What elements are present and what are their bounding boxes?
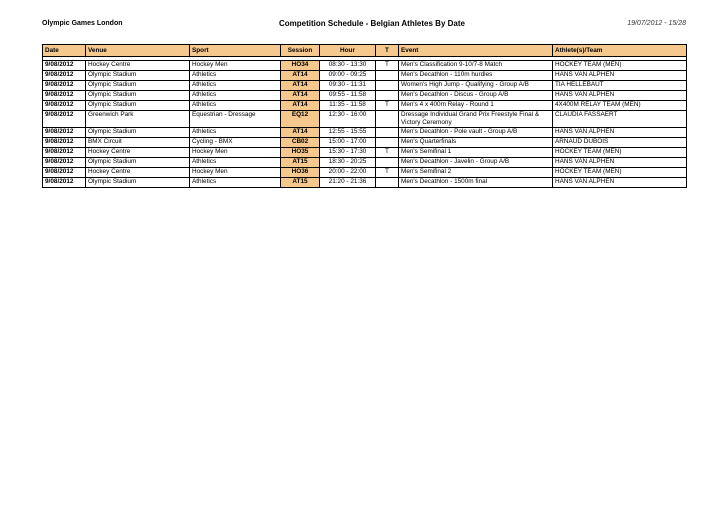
cell-hour: 09:30 - 11:31 [320, 81, 376, 91]
cell-venue: Greenwich Park [86, 111, 190, 128]
table-header-row [43, 45, 687, 57]
cell-event: Men's Semifinal 2 [399, 168, 553, 178]
cell-sport: Athletics [190, 91, 281, 101]
col-header-t: T [376, 45, 399, 57]
cell-session: AT14 [281, 81, 320, 91]
cell-hour: 12:30 - 16:00 [320, 111, 376, 128]
table-row [43, 111, 687, 128]
cell-hour: 09:55 - 11:58 [320, 91, 376, 101]
table-row [43, 61, 687, 71]
table-row [43, 158, 687, 168]
cell-venue: Olympic Stadium [86, 128, 190, 138]
cell-venue: BMX Circuit [86, 138, 190, 148]
cell-t [376, 138, 399, 148]
cell-date: 9/08/2012 [43, 178, 86, 188]
cell-date: 9/08/2012 [43, 81, 86, 91]
cell-date: 9/08/2012 [43, 128, 86, 138]
cell-athlete: ARNAUD DUBOIS [553, 138, 687, 148]
header-date-page: 19/07/2012 - 15/28 [627, 20, 686, 27]
cell-sport: Cycling - BMX [190, 138, 281, 148]
cell-athlete: HOCKEY TEAM (MEN) [553, 61, 687, 71]
cell-athlete: HANS VAN ALPHEN [553, 71, 687, 81]
cell-athlete: 4X400M RELAY TEAM (MEN) [553, 101, 687, 111]
cell-t [376, 71, 399, 81]
cell-sport: Athletics [190, 158, 281, 168]
cell-sport: Athletics [190, 178, 281, 188]
cell-event: Men's Decathlon - 1500m final [399, 178, 553, 188]
cell-date: 9/08/2012 [43, 158, 86, 168]
cell-t [376, 128, 399, 138]
cell-event: Men's Semifinal 1 [399, 148, 553, 158]
cell-athlete: HANS VAN ALPHEN [553, 128, 687, 138]
cell-hour: 20:00 - 22:00 [320, 168, 376, 178]
cell-session: AT14 [281, 91, 320, 101]
cell-session: AT15 [281, 158, 320, 168]
cell-hour: 09:00 - 09:25 [320, 71, 376, 81]
cell-session: EQ12 [281, 111, 320, 128]
cell-session: HO35 [281, 148, 320, 158]
col-header-athlete: Athlete(s)/Team [553, 45, 687, 57]
cell-athlete: CLAUDIA FASSAERT [553, 111, 687, 128]
cell-sport: Athletics [190, 81, 281, 91]
cell-venue: Hockey Centre [86, 148, 190, 158]
cell-athlete: HANS VAN ALPHEN [553, 178, 687, 188]
cell-sport: Athletics [190, 71, 281, 81]
cell-venue: Olympic Stadium [86, 91, 190, 101]
cell-venue: Hockey Centre [86, 61, 190, 71]
table-row [43, 178, 687, 188]
table-row [43, 128, 687, 138]
cell-athlete: HOCKEY TEAM (MEN) [553, 168, 687, 178]
header-title: Competition Schedule - Belgian Athletes By Date [279, 19, 465, 28]
cell-t [376, 81, 399, 91]
cell-session: AT14 [281, 101, 320, 111]
col-header-date: Date [43, 45, 86, 57]
cell-t: T [376, 61, 399, 71]
cell-t [376, 178, 399, 188]
cell-event: Men's Quarterfinals [399, 138, 553, 148]
cell-venue: Hockey Centre [86, 168, 190, 178]
table-row [43, 148, 687, 158]
cell-hour: 15:30 - 17:30 [320, 148, 376, 158]
cell-event: Women's High Jump - Qualifying - Group A/B [399, 81, 553, 91]
cell-date: 9/08/2012 [43, 61, 86, 71]
cell-date: 9/08/2012 [43, 71, 86, 81]
cell-hour: 21:20 - 21:36 [320, 178, 376, 188]
table-row [43, 101, 687, 111]
cell-t: T [376, 148, 399, 158]
cell-venue: Olympic Stadium [86, 71, 190, 81]
cell-t [376, 158, 399, 168]
cell-athlete: HOCKEY TEAM (MEN) [553, 148, 687, 158]
cell-sport: Hockey Men [190, 61, 281, 71]
schedule-table [42, 44, 687, 188]
cell-hour: 18:30 - 20:25 [320, 158, 376, 168]
cell-event: Dressage Individual Grand Prix Freestyle Final & Victory Ceremony [399, 111, 553, 128]
cell-session: AT14 [281, 128, 320, 138]
table-row [43, 71, 687, 81]
cell-event: Men's Decathlon - Discus - Group A/B [399, 91, 553, 101]
cell-sport: Hockey Men [190, 168, 281, 178]
cell-venue: Olympic Stadium [86, 81, 190, 91]
col-header-event: Event [399, 45, 553, 57]
cell-event: Men's Decathlon - Pole vault - Group A/B [399, 128, 553, 138]
cell-event: Men's Decathlon - 110m hurdles [399, 71, 553, 81]
cell-athlete: HANS VAN ALPHEN [553, 158, 687, 168]
cell-event: Men's Classification 9-10/7-8 Match [399, 61, 553, 71]
cell-session: CB02 [281, 138, 320, 148]
cell-date: 9/08/2012 [43, 168, 86, 178]
cell-hour: 15:00 - 17:00 [320, 138, 376, 148]
cell-hour: 12:55 - 15:55 [320, 128, 376, 138]
cell-t: T [376, 168, 399, 178]
cell-session: AT14 [281, 71, 320, 81]
table-row [43, 168, 687, 178]
cell-event: Men's Decathlon - Javelin - Group A/B [399, 158, 553, 168]
cell-session: AT15 [281, 178, 320, 188]
cell-sport: Athletics [190, 128, 281, 138]
cell-t [376, 111, 399, 128]
header-event-name: Olympic Games London [42, 20, 123, 27]
page-header [42, 19, 686, 33]
cell-session: HO34 [281, 61, 320, 71]
cell-sport: Hockey Men [190, 148, 281, 158]
cell-t: T [376, 101, 399, 111]
col-header-sport: Sport [190, 45, 281, 57]
col-header-hour: Hour [320, 45, 376, 57]
cell-date: 9/08/2012 [43, 138, 86, 148]
cell-venue: Olympic Stadium [86, 158, 190, 168]
col-header-venue: Venue [86, 45, 190, 57]
cell-venue: Olympic Stadium [86, 101, 190, 111]
cell-sport: Athletics [190, 101, 281, 111]
cell-session: HO36 [281, 168, 320, 178]
cell-date: 9/08/2012 [43, 91, 86, 101]
col-header-session: Session [281, 45, 320, 57]
table-row [43, 91, 687, 101]
cell-venue: Olympic Stadium [86, 178, 190, 188]
cell-t [376, 91, 399, 101]
cell-athlete: TIA HELLEBAUT [553, 81, 687, 91]
cell-date: 9/08/2012 [43, 148, 86, 158]
cell-event: Men's 4 x 400m Relay - Round 1 [399, 101, 553, 111]
cell-hour: 11:35 - 11:58 [320, 101, 376, 111]
cell-date: 9/08/2012 [43, 111, 86, 128]
cell-sport: Equestrian - Dressage [190, 111, 281, 128]
table-row [43, 81, 687, 91]
cell-hour: 08:30 - 13:30 [320, 61, 376, 71]
cell-date: 9/08/2012 [43, 101, 86, 111]
table-row [43, 138, 687, 148]
cell-athlete: HANS VAN ALPHEN [553, 91, 687, 101]
